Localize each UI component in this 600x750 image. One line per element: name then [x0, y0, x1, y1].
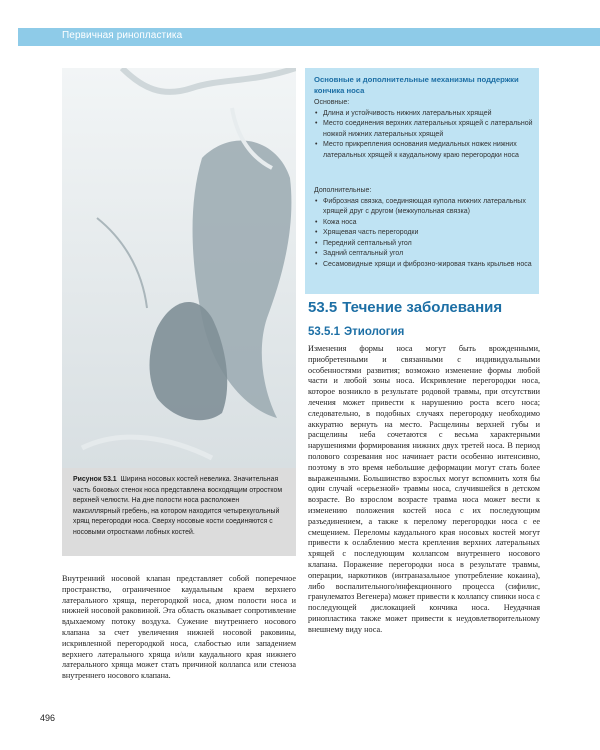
- figure-53-1: [62, 68, 296, 556]
- primary-label: Основные:: [314, 99, 350, 106]
- caption-text: Ширина носовых костей невелика. Значительная часть боковых стенок носа представлена восходящим отростком верхней челюсти. На дне полости носа расположен максиллярный гребень, на котором находится четырехугольный хрящ перегородки носа. Сверху носовые кости соединяются с носовыми отростками лобных костей.: [73, 476, 283, 536]
- list-item: • Место прикрепления основания медиальных ножек нижних латеральных хрящей к каудальному краю перегородки носа: [314, 140, 536, 161]
- caption-label: Рисунок 53.1: [73, 476, 117, 483]
- subsection-title: Этиология: [343, 326, 405, 338]
- section-heading: [308, 299, 502, 316]
- paragraph: Внутренний носовой клапан представляет собой поперечное пространство, ограниченное каудальным краем верхнего латерального хряща, перегородкой носа, дном полости носа и нижней носовой раковиной. Эта область оказывает сопротивление вдыхаемому потоку воздуха. Сужение внутреннего носового клапана за счет увеличения нижней носовой раковины, искривленной перегородкой носа, слабостью или западением верхнего латерального хряща и/или каудального края нижнего латерального хряща может стать причиной коллапса или стеноза внутреннего носового клапана.: [62, 574, 296, 681]
- infobox-title: Основные и дополнительные механизмы поддержки кончика носа: [314, 75, 519, 95]
- list-item: • Передний септальный угол: [314, 239, 536, 250]
- section-number: 53.5: [308, 299, 338, 316]
- secondary-label: Дополнительные:: [314, 187, 372, 194]
- list-item: • Сесамовидные хрящи и фиброзно-жировая ткань крыльев носа: [314, 260, 536, 271]
- skull-photo: [62, 68, 296, 468]
- page-number: 496: [40, 713, 56, 723]
- list-item: • Кожа носа: [314, 218, 536, 229]
- running-header: Первичная ринопластика: [62, 30, 183, 41]
- tip-support-infobox: [305, 68, 539, 294]
- etiology-text: [308, 344, 540, 636]
- nasal-valve-text: [62, 574, 296, 682]
- secondary-mechanisms: [314, 186, 536, 270]
- paragraph: Изменения формы носа могут быть врожденными, приобретенными и связанными с индивидуальными особенностями развития; возможно изменение формы любой части и любой зоны носа. Искривление перегородки носа, которое возникло в результате родовой травмы, при отсутствии лечения может привести к нарушению роста всего носа; следовательно, в подобных случаях перегородку необходимо аккуратно вернуть на место. Расщелины верхней губы и расщелины неба сочетаются с весьма характерными нарушениями формирования нижних двух третей носа. В период полового созревания нос начинает расти особенно интенсивно, поэтому в это время небольшие деформации могут стать более выраженными. Большинство взрослых могут вспомнить хотя бы один случай «серьезной» травмы носа, случившейся в детском возрасте. Во взрослом возрасте травма носа может вести к изменению положения костей носа с их последующим разъединением, а также к перелому перегородки носа с ее смещением. Переломы каудального края носовых костей могут привести к ослаблению места крепления верхних латеральных хрящей с последующим коллапсом внутреннего носового клапана. Поражение перегородки носа в результате травмы, операции, наркотиков (интраназальное употребление кокаина), либо воспалительного/инфекционного процесса (сифилис, гранулематоз Вегенера) может привести к коллапсу спинки носа с последующей дислокацией кончика носа. Неудачная ринопластика также может привести к неудовлетворительному внешнему виду носа.: [308, 344, 540, 634]
- list-item: • Место соединения верхних латеральных хрящей с латеральной ножкой нижних латеральных хрящей: [314, 119, 536, 140]
- subsection-number: 53.5.1: [308, 326, 340, 338]
- list-item: • Хрящевая часть перегородки: [314, 228, 536, 239]
- figure-caption: [73, 475, 287, 538]
- primary-mechanisms: [314, 98, 536, 161]
- subsection-heading: [308, 326, 404, 338]
- list-item: • Задний септальный угол: [314, 249, 536, 260]
- list-item: • Фиброзная связка, соединяющая купола нижних латеральных хрящей друг с другом (межкупольная связка): [314, 197, 536, 218]
- list-item: • Длина и устойчивость нижних латеральных хрящей: [314, 109, 536, 120]
- section-title: Течение заболевания: [342, 299, 503, 316]
